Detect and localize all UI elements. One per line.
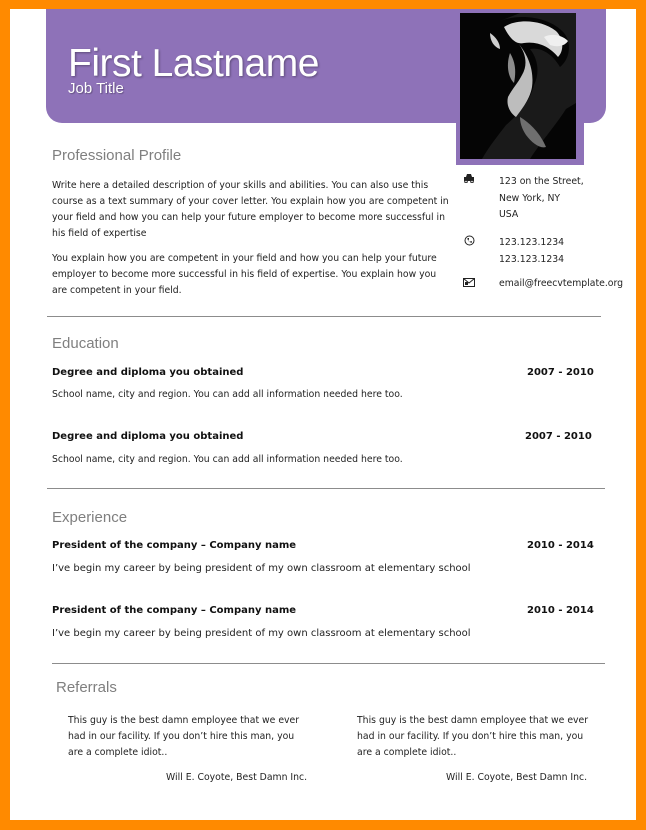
- experience-entry-date: 2010 - 2014: [527, 540, 594, 551]
- referral-line: are a complete idiot..: [357, 747, 457, 758]
- referral-line: had in our facility. If you don’t hire this man, you: [68, 731, 295, 742]
- profile-para1-line: his field of expertise: [52, 228, 147, 239]
- phone-block: [499, 235, 564, 268]
- referral-quote: [357, 713, 597, 761]
- envelope-icon: [462, 278, 476, 290]
- profile-para1-line: your field and how you can help your future employer to become more successful in: [52, 212, 446, 223]
- phone-number: 123.123.1234: [499, 253, 565, 265]
- phone-icon: [462, 235, 476, 249]
- address-block: [499, 174, 584, 224]
- referral-line: This guy is the best damn employee that we ever: [357, 715, 589, 726]
- referral-signature: Will E. Coyote, Best Damn Inc.: [166, 772, 308, 783]
- experience-entry-desc: I’ve begin my career by being president of my own classroom at elementary school: [52, 563, 471, 574]
- experience-entry-title: President of the company – Company name: [52, 605, 297, 616]
- experience-entry-title: President of the company – Company name: [52, 540, 297, 551]
- education-entry-date: 2007 - 2010: [527, 367, 594, 378]
- address-line: New York, NY: [499, 192, 561, 204]
- education-entry-desc: School name, city and region. You can add all information needed here too.: [52, 454, 403, 465]
- profile-para1-line: course as a text summary of your cover letter. You explain how you are competent in: [52, 196, 449, 207]
- referral-line: had in our facility. If you don’t hire this man, you: [357, 731, 584, 742]
- divider: [47, 488, 605, 489]
- profile-para2-line: You explain how you are competent in your field and how you can help your future: [52, 253, 437, 264]
- profile-para2-line: are competent in your field.: [52, 285, 182, 296]
- experience-entry-date: 2010 - 2014: [527, 605, 594, 616]
- referrals-section-title: Referrals: [56, 679, 117, 696]
- car-icon: [462, 173, 476, 186]
- referral-quote: [68, 713, 308, 761]
- divider: [47, 316, 601, 317]
- phone-number: 123.123.1234: [499, 237, 565, 248]
- profile-paragraph-2: [52, 251, 452, 299]
- education-section-title: Education: [52, 335, 119, 352]
- education-entry-date: 2007 - 2010: [525, 431, 592, 442]
- education-entry-title: Degree and diploma you obtained: [52, 431, 244, 442]
- profile-para2-line: employer to become more successful in his field of expertise. You explain how you: [52, 269, 437, 280]
- experience-entry-desc: I’ve begin my career by being president of my own classroom at elementary school: [52, 628, 471, 639]
- referral-signature: Will E. Coyote, Best Damn Inc.: [446, 772, 588, 783]
- address-line: USA: [499, 209, 519, 220]
- experience-section-title: Experience: [52, 509, 128, 526]
- address-line: 123 on the Street,: [499, 176, 584, 187]
- email-address[interactable]: email@freecvtemplate.org: [499, 278, 624, 289]
- profile-photo-frame: [456, 9, 584, 165]
- profile-section-title: Professional Profile: [52, 147, 182, 164]
- education-entry-desc: School name, city and region. You can add all information needed here too.: [52, 389, 403, 400]
- profile-paragraph-1: [52, 178, 452, 242]
- education-entry-title: Degree and diploma you obtained: [52, 367, 244, 378]
- job-title: Job Title: [68, 80, 124, 97]
- candidate-name: First Lastname: [68, 42, 319, 85]
- referral-line: This guy is the best damn employee that we ever: [68, 715, 300, 726]
- profile-photo: [460, 13, 576, 159]
- divider: [52, 663, 605, 664]
- profile-para1-line: Write here a detailed description of your skills and abilities. You can also use this: [52, 180, 429, 191]
- referral-line: are a complete idiot..: [68, 747, 168, 758]
